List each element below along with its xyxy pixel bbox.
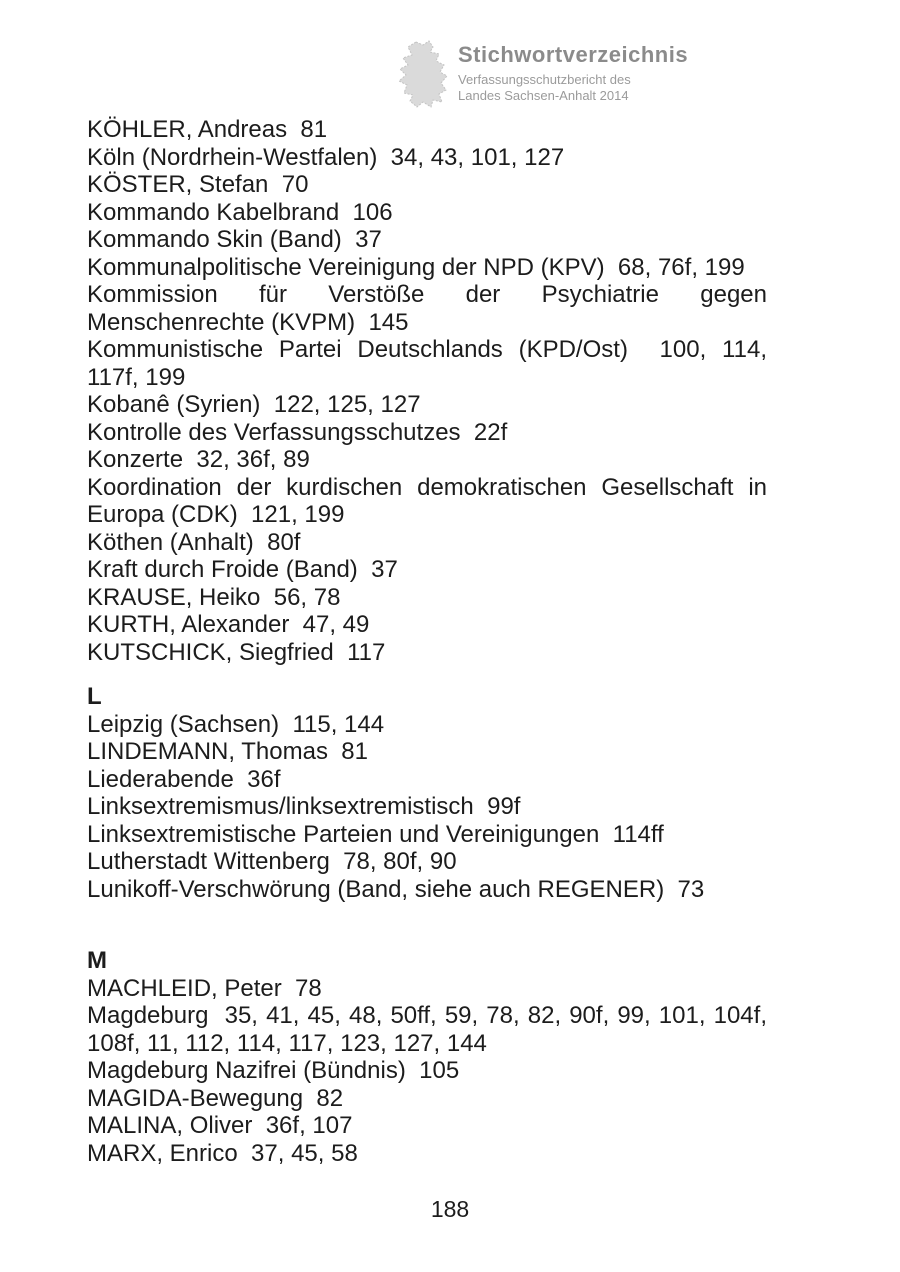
index-section-k [87, 116, 767, 666]
index-entry: KRAUSE, Heiko 56, 78 [87, 583, 341, 611]
index-section-l [87, 683, 767, 903]
index-entry: MALINA, Oliver 36f, 107 [87, 1112, 353, 1139]
index-entry: MACHLEID, Peter 78 [87, 974, 322, 1002]
section-heading-m: M [87, 947, 107, 974]
header-subtitle-line2: Landes Sachsen-Anhalt 2014 [458, 88, 629, 103]
index-entry: Linksextremistische Parteien und Vereinigungen 114ff [87, 820, 664, 848]
index-entry: MAGIDA-Bewegung 82 [87, 1084, 344, 1112]
index-entry: Liederabende 36f [87, 765, 281, 793]
index-entry: Lutherstadt Wittenberg 78, 80f, 90 [87, 848, 457, 875]
index-entry: Magdeburg 35, 41, 45, 48, 50ff, 59, 78, 82, 90f, 99, 101, 104f, 108f, 11, 112, 114, 117, 123, 127, 144 [87, 1002, 767, 1057]
index-entry: LINDEMANN, Thomas 81 [87, 738, 368, 765]
index-entry: Linksextremismus/linksextremistisch 99f [87, 793, 521, 820]
index-entry: KÖHLER, Andreas 81 [87, 116, 328, 143]
page-number: 188 [430, 1196, 470, 1222]
index-entry: Köthen (Anhalt) 80f [87, 528, 301, 556]
page-footer [0, 1196, 900, 1223]
index-entry: MARX, Enrico 37, 45, 58 [87, 1139, 358, 1167]
index-entry: Kommando Kabelbrand 106 [87, 198, 393, 226]
index-entry: KUTSCHICK, Siegfried 117 [87, 638, 386, 666]
index-section-m [87, 947, 767, 1167]
index-entry: Kobanê (Syrien) 122, 125, 127 [87, 391, 421, 418]
index-list [87, 116, 767, 1167]
index-entry: Kommission für Verstöße der Psychiatrie gegen Menschenrechte (KVPM) 145 [87, 281, 767, 336]
index-entry: Lunikoff-Verschwörung (Band, siehe auch REGENER) 73 [87, 875, 705, 903]
index-entry: Kontrolle des Verfassungsschutzes 22f [87, 418, 508, 446]
index-entry: Kommunalpolitische Vereinigung der NPD (KPV) 68, 76f, 199 [87, 253, 745, 281]
sachsen-anhalt-map-icon [396, 40, 448, 108]
index-entry: Kommando Skin (Band) 37 [87, 226, 382, 253]
index-entry: KÖSTER, Stefan 70 [87, 171, 309, 198]
index-entry: Leipzig (Sachsen) 115, 144 [87, 710, 385, 738]
header-subtitle-line1: Verfassungsschutzbericht des [458, 72, 631, 87]
index-entry: Konzerte 32, 36f, 89 [87, 446, 310, 473]
header-title: Stichwortverzeichnis [458, 42, 689, 67]
index-entry: Köln (Nordrhein-Westfalen) 34, 43, 101, 127 [87, 143, 565, 171]
index-entry: Kraft durch Froide (Band) 37 [87, 556, 398, 583]
index-entry: Magdeburg Nazifrei (Bündnis) 105 [87, 1057, 460, 1084]
index-entry: Koordination der kurdischen demokratischen Gesellschaft in Europa (CDK) 121, 199 [87, 473, 767, 528]
index-entry: KURTH, Alexander 47, 49 [87, 611, 370, 638]
index-entry: Kommunistische Partei Deutschlands (KPD/Ost) 100, 114, 117f, 199 [87, 336, 767, 391]
section-heading-l: L [87, 683, 102, 710]
